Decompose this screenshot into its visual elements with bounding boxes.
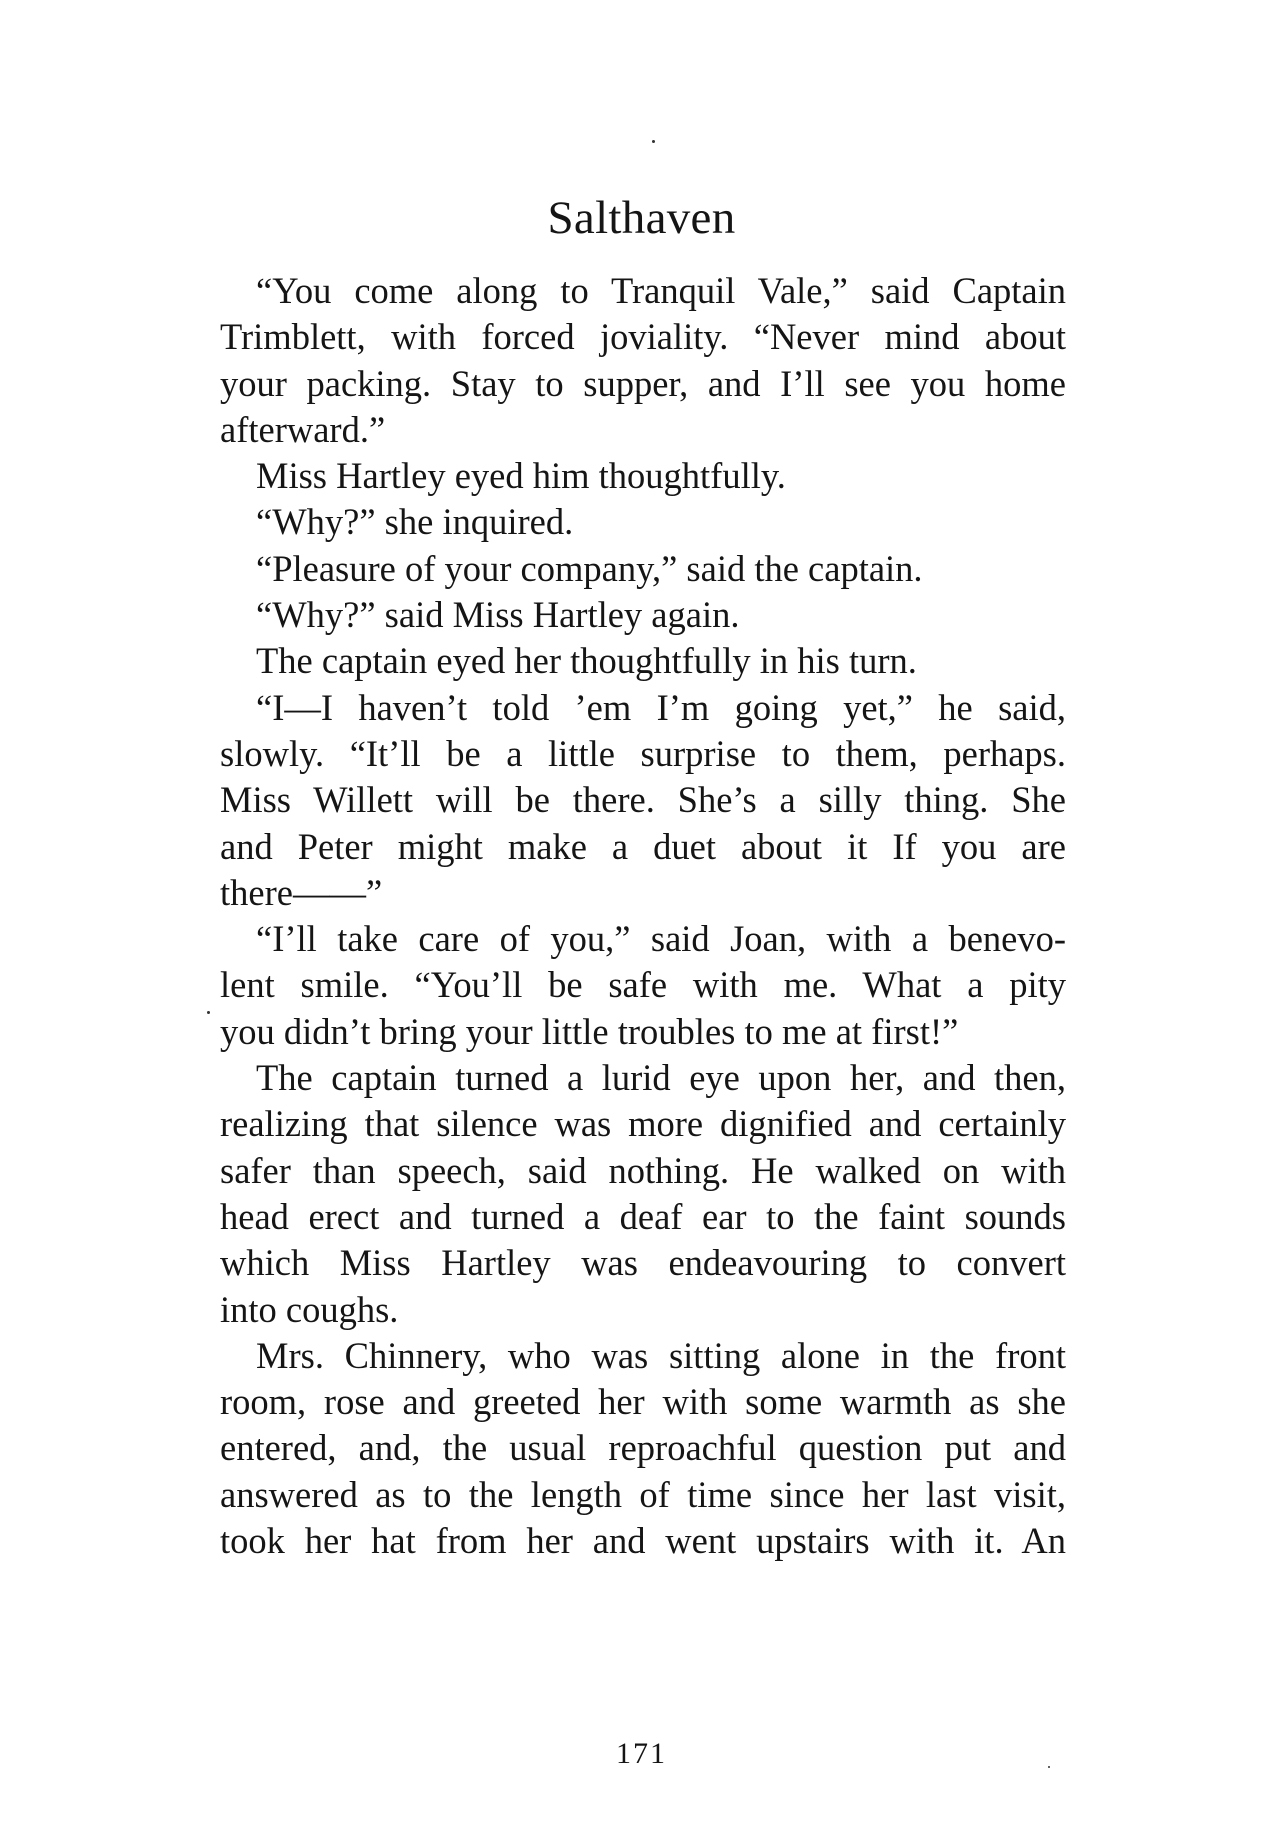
- text-line: The captain turned a lurid eye upon her, and then,: [256, 1057, 1066, 1099]
- text-line: which Miss Hartley was endeavouring to convert: [220, 1242, 1066, 1284]
- text-line: Trimblett, with forced joviality. “Never mind about: [220, 316, 1066, 358]
- text-line: “You come along to Tranquil Vale,” said Captain: [256, 270, 1066, 311]
- page-number: 171: [616, 1737, 667, 1770]
- text-line: “I—I haven’t told ’em I’m going yet,” he said,: [256, 686, 1066, 728]
- text-line: “I’ll take care of you,” said Joan, with a benevo-: [256, 918, 1066, 960]
- print-speck: [652, 140, 655, 143]
- text-line: room, rose and greeted her with some warmth as she: [220, 1381, 1066, 1423]
- text-line: you didn’t bring your little troubles to me at first!”: [220, 1010, 959, 1052]
- text-line: “Pleasure of your company,” said the captain.: [256, 547, 923, 589]
- text-line: Mrs. Chinnery, who was sitting alone in the front: [256, 1334, 1066, 1376]
- text-line: took her hat from her and went upstairs with it. An: [220, 1520, 1066, 1562]
- running-title: Salthaven: [547, 192, 736, 244]
- text-line: realizing that silence was more dignified and certainly: [220, 1103, 1066, 1145]
- text-line: into coughs.: [220, 1288, 399, 1330]
- text-line: your packing. Stay to supper, and I’ll see you home: [220, 362, 1066, 404]
- text-line: answered as to the length of time since her last visit,: [220, 1473, 1066, 1515]
- text-line: safer than speech, said nothing. He walked on with: [220, 1149, 1066, 1191]
- text-line: and Peter might make a duet about it If you are: [220, 825, 1066, 867]
- page-body: [220, 268, 1066, 1564]
- text-line: entered, and, the usual reproachful question put and: [220, 1427, 1066, 1469]
- text-line: The captain eyed her thoughtfully in his turn.: [256, 640, 917, 682]
- text-line: lent smile. “You’ll be safe with me. What a pity: [220, 964, 1066, 1006]
- text-line: Miss Willett will be there. She’s a silly thing. She: [220, 779, 1066, 821]
- text-line: head erect and turned a deaf ear to the faint sounds: [220, 1195, 1066, 1237]
- text-line: afterward.”: [220, 408, 386, 450]
- text-line: slowly. “It’ll be a little surprise to them, perhaps.: [220, 732, 1066, 774]
- text-line: “Why?” she inquired.: [256, 501, 574, 543]
- text-line: “Why?” said Miss Hartley again.: [256, 594, 740, 636]
- print-speck: [207, 1011, 210, 1014]
- text-line: Miss Hartley eyed him thoughtfully.: [256, 455, 786, 497]
- text-line: there——”: [220, 871, 383, 913]
